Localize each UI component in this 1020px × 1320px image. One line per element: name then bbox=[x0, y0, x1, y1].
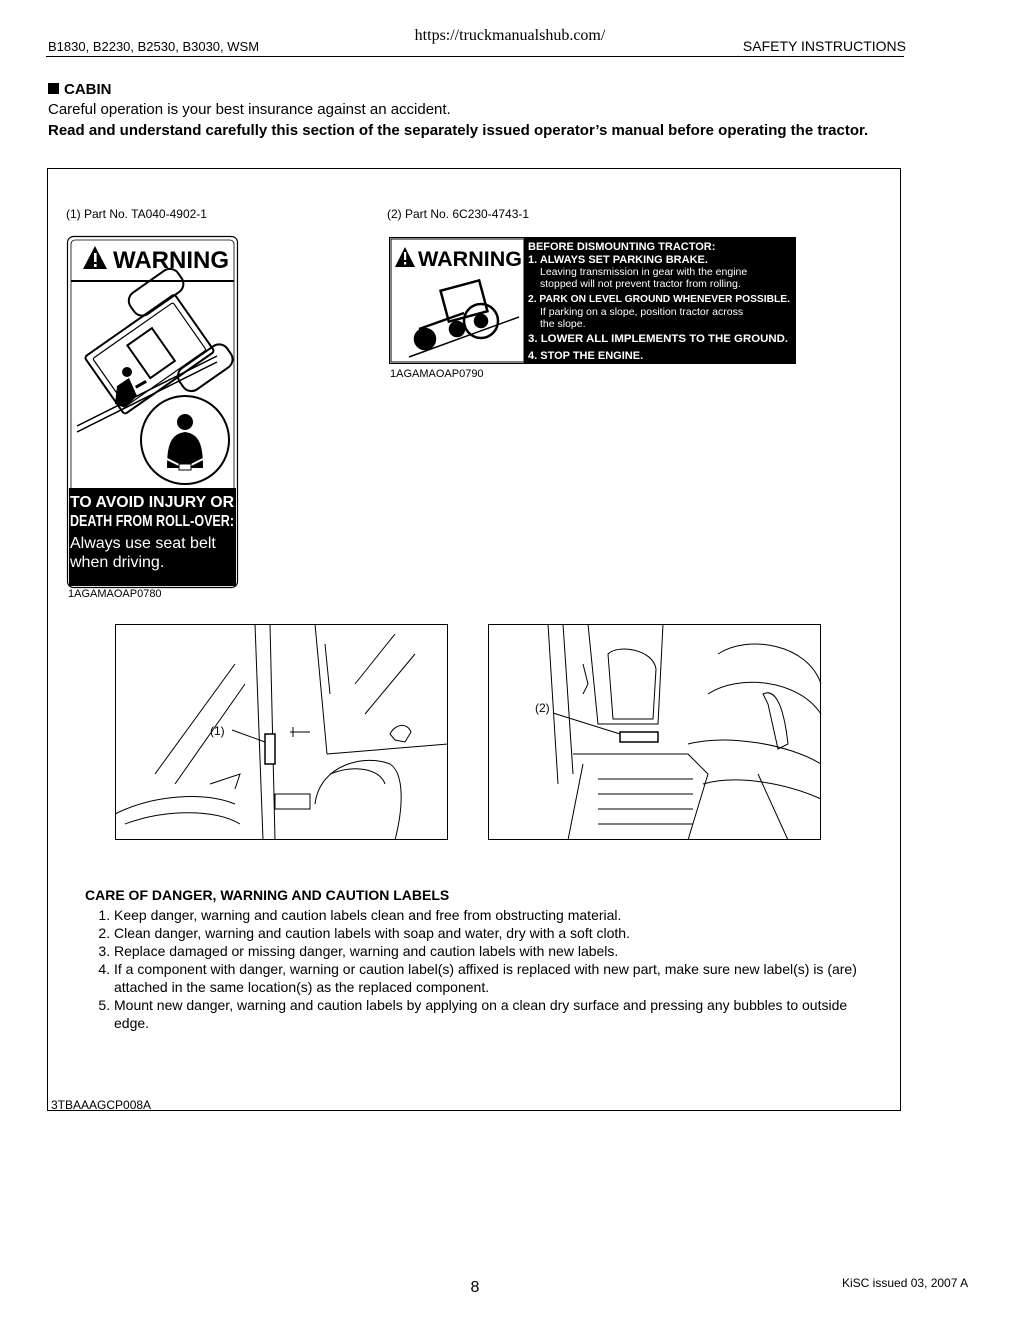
label1-line4: when driving. bbox=[70, 554, 165, 571]
square-bullet-icon bbox=[48, 83, 59, 94]
callout2: (2) bbox=[535, 701, 550, 715]
label2-line-2: 1. ALWAYS SET PARKING BRAKE. bbox=[528, 254, 708, 266]
label2-line-7: the slope. bbox=[540, 318, 586, 330]
label2-line-6: If parking on a slope, position tractor across bbox=[540, 306, 744, 318]
label1-line2: DEATH FROM ROLL-OVER: bbox=[70, 513, 234, 530]
label2-line-1: BEFORE DISMOUNTING TRACTOR: bbox=[528, 241, 716, 253]
label1-line3: Always use seat belt bbox=[70, 535, 216, 552]
care-item: 3. Replace damaged or missing danger, warning and caution labels with new labels. bbox=[114, 942, 865, 960]
header-models: B1830, B2230, B2530, B3030, WSM bbox=[48, 39, 260, 54]
label1-line1: TO AVOID INJURY OR bbox=[70, 494, 235, 511]
dismount-warning-label bbox=[389, 237, 796, 364]
seat-belt-icon bbox=[141, 396, 229, 484]
issue-note: KiSC issued 03, 2007 A bbox=[842, 1276, 969, 1290]
section-intro: Careful operation is your best insurance against an accident. bbox=[48, 101, 451, 118]
section-title-text: CABIN bbox=[64, 81, 112, 98]
part1-caption: (1) Part No. TA040-4902-1 bbox=[66, 207, 207, 221]
page-number: 8 bbox=[470, 1279, 480, 1296]
label2-title: WARNING bbox=[418, 248, 522, 271]
care-item: 1. Keep danger, warning and caution labels clean and free from obstructing material. bbox=[114, 906, 865, 924]
source-url[interactable]: https://truckmanualshub.com/ bbox=[414, 27, 606, 44]
section-bold-note: Read and understand carefully this section of the separately issued operator’s manual before operating the tractor. bbox=[48, 122, 869, 139]
care-of-labels bbox=[85, 887, 865, 1032]
instrument-panel-drawing bbox=[488, 624, 821, 840]
part2-caption: (2) Part No. 6C230-4743-1 bbox=[387, 207, 530, 221]
cabin-pillar-drawing bbox=[115, 624, 448, 840]
label2-line-3: Leaving transmission in gear with the engine bbox=[540, 266, 748, 278]
rollover-warning-label bbox=[67, 236, 238, 588]
label2-line-4: stopped will not prevent tractor from rolling. bbox=[540, 278, 741, 290]
label1-title: WARNING bbox=[113, 247, 229, 274]
header-rule bbox=[46, 56, 904, 57]
header-section: SAFETY INSTRUCTIONS bbox=[742, 38, 906, 54]
label2-code: 1AGAMAOAP0790 bbox=[390, 368, 484, 380]
care-title: CARE OF DANGER, WARNING AND CAUTION LABELS bbox=[85, 887, 450, 903]
care-item: 4. If a component with danger, warning or caution label(s) affixed is replaced with new part, make sure new label(s) is (are) attached in the same location(s) as the replaced component. bbox=[114, 960, 865, 996]
label2-line-9: 4. STOP THE ENGINE. bbox=[528, 350, 644, 362]
label1-location-marker bbox=[265, 734, 275, 764]
care-item: 5. Mount new danger, warning and caution labels by applying on a clean dry surface and pressing any bubbles to outside edge. bbox=[114, 996, 865, 1032]
care-list bbox=[85, 906, 865, 1032]
figure-code: 3TBAAAGCP008A bbox=[51, 1098, 152, 1112]
callout1: (1) bbox=[210, 724, 225, 738]
label2-location-marker bbox=[620, 732, 658, 742]
care-item: 2. Clean danger, warning and caution labels with soap and water, dry with a soft cloth. bbox=[114, 924, 865, 942]
label1-code: 1AGAMAOAP0780 bbox=[68, 588, 162, 600]
label2-line-8: 3. LOWER ALL IMPLEMENTS TO THE GROUND. bbox=[528, 333, 788, 345]
label2-line-5: 2. PARK ON LEVEL GROUND WHENEVER POSSIBLE. bbox=[528, 293, 791, 305]
section-title bbox=[48, 81, 112, 98]
